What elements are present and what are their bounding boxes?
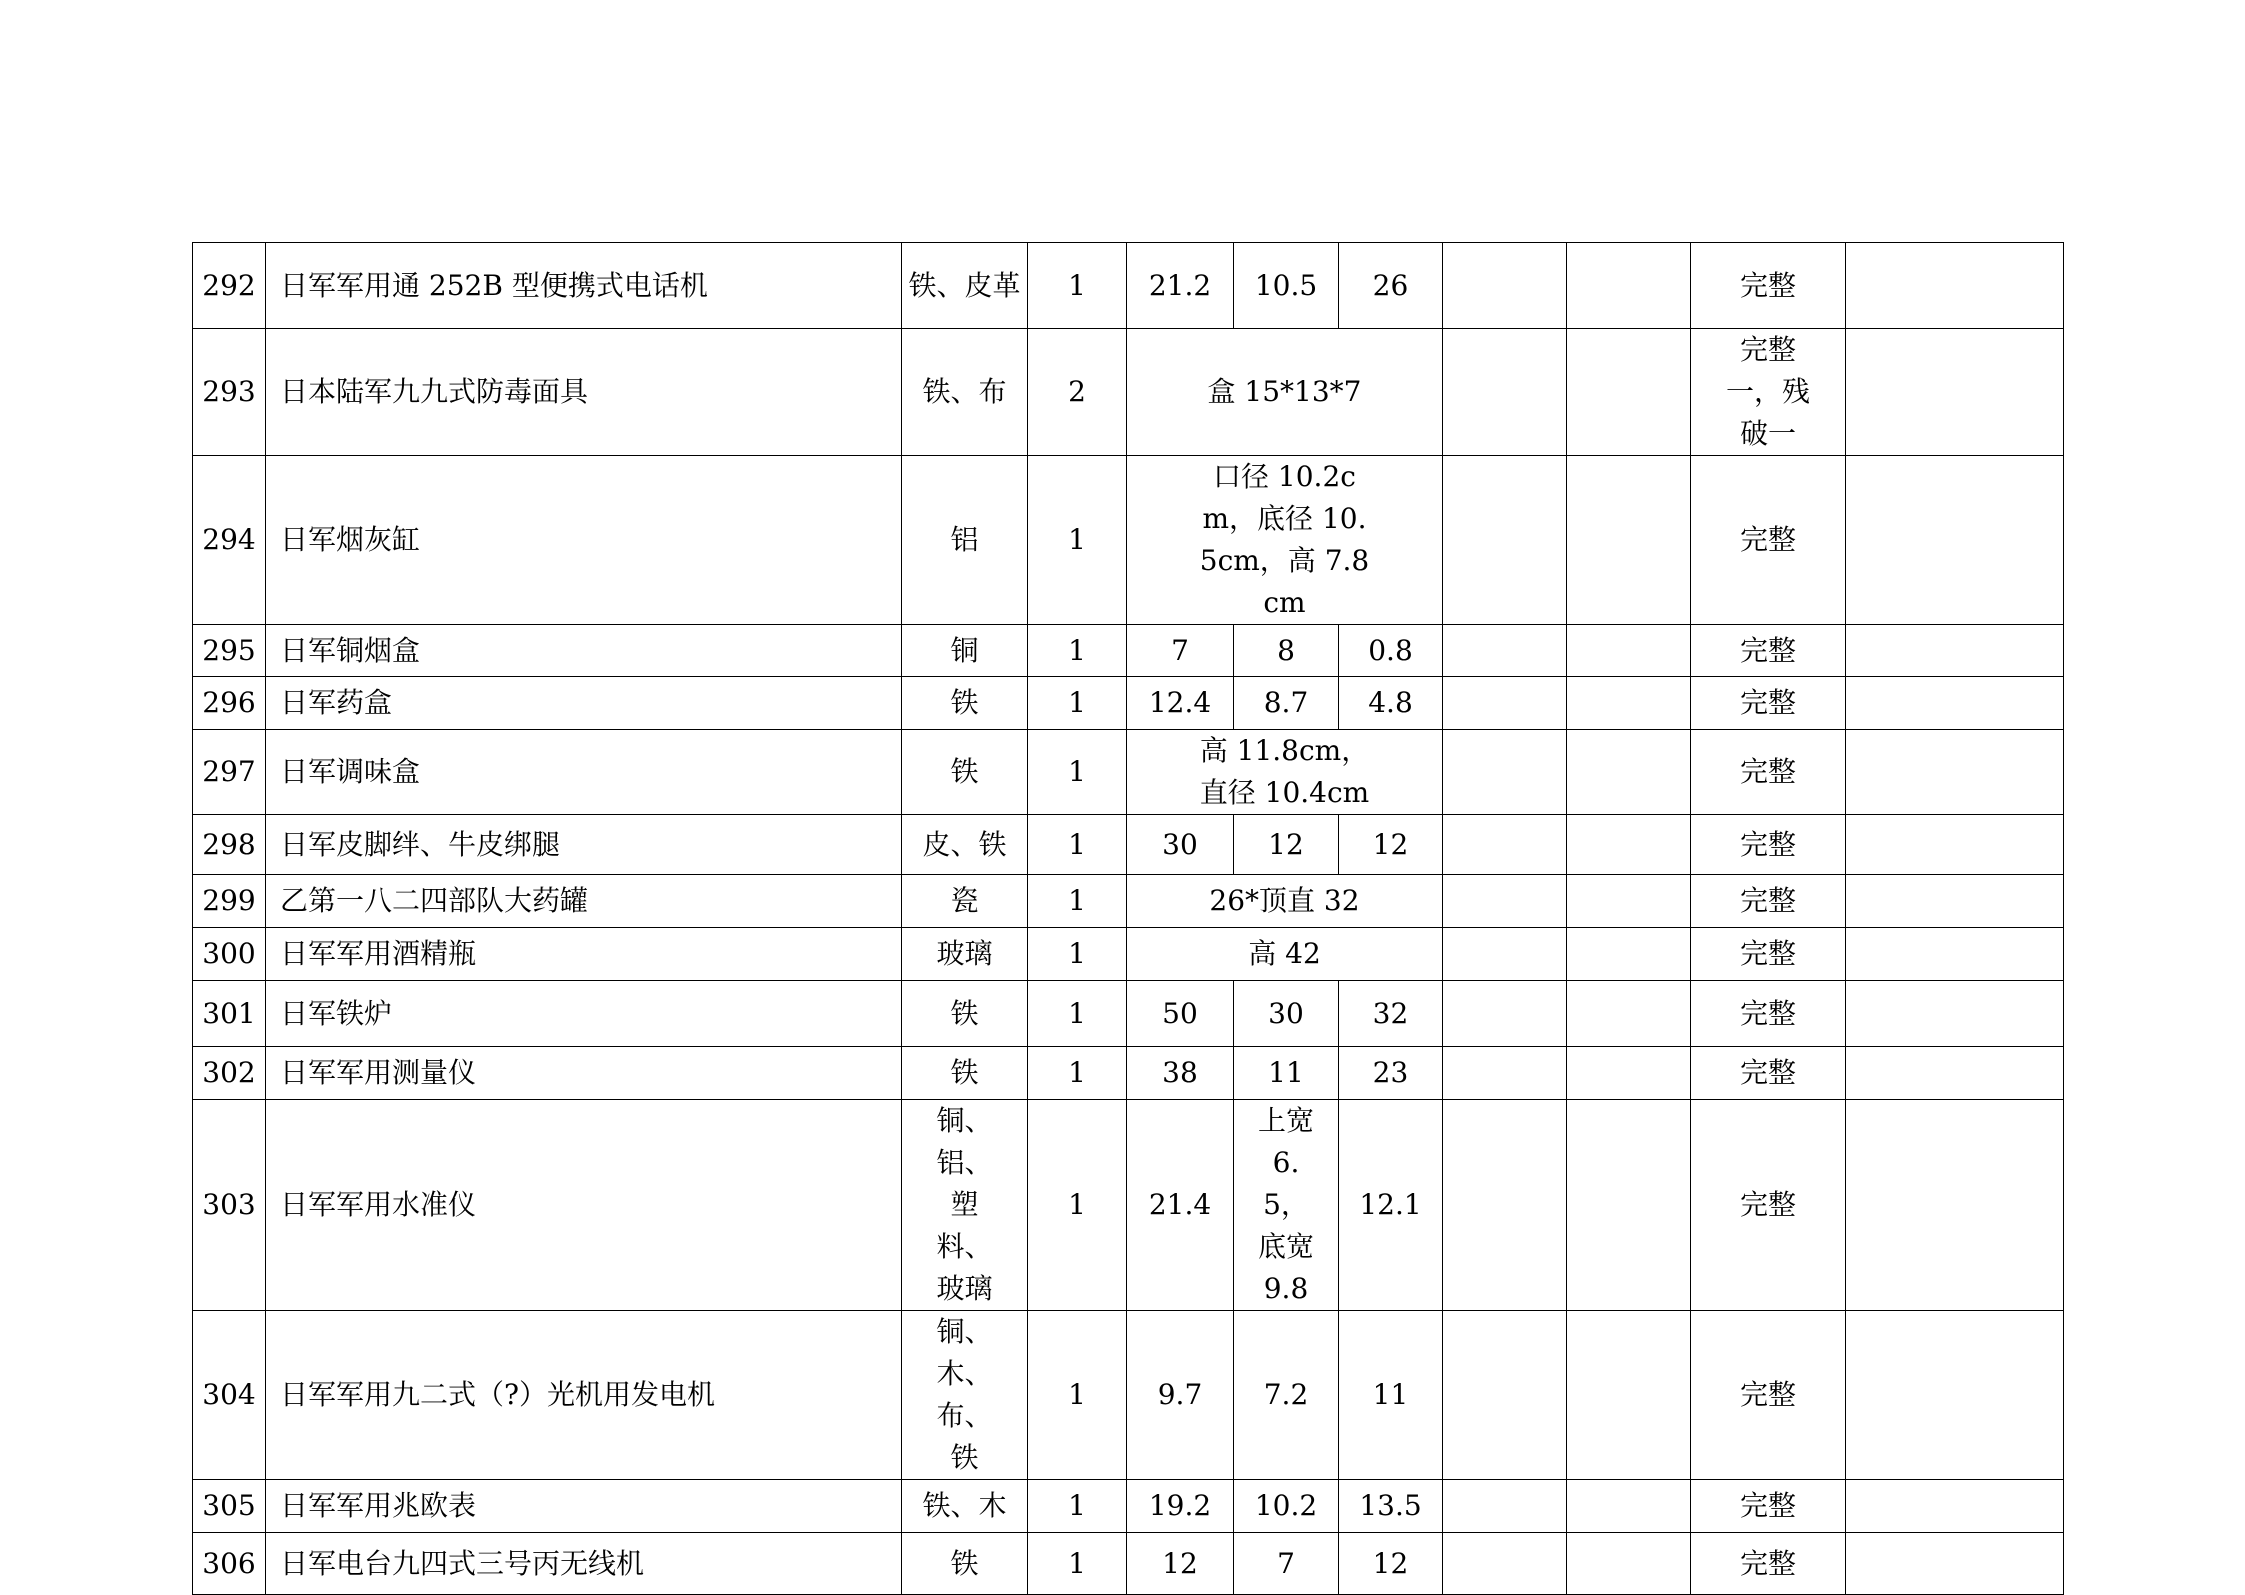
- remarks-cell: [1846, 1311, 2064, 1480]
- blank-cell-b: [1567, 1100, 1691, 1311]
- condition-cell: [1691, 243, 1846, 329]
- dimensions-cell: [1127, 928, 1443, 981]
- item-number-cell: [193, 928, 266, 981]
- remarks-cell: [1846, 329, 2064, 456]
- dimension-1-cell-text: 38: [1162, 1056, 1198, 1089]
- remarks-cell: [1846, 1480, 2064, 1533]
- blank-cell-b: [1567, 1311, 1691, 1480]
- item-number-cell: [193, 243, 266, 329]
- item-number-cell-text: 294: [202, 523, 256, 556]
- dimension-2-cell: [1234, 625, 1339, 677]
- item-name-cell: [266, 1480, 902, 1533]
- blank-cell-b: [1567, 730, 1691, 815]
- blank-cell-a: [1443, 625, 1567, 677]
- dimensions-cell-text: 高 42: [1248, 937, 1321, 970]
- table-row: [193, 875, 2064, 928]
- dimension-1-cell-text: 12: [1162, 1546, 1198, 1580]
- quantity-cell: [1028, 1100, 1127, 1311]
- condition-cell: [1691, 981, 1846, 1047]
- item-name-cell-text: 乙第一八二四部队大药罐: [280, 884, 589, 917]
- condition-cell-text: 完整: [1739, 755, 1796, 788]
- dimension-1-cell: [1127, 815, 1234, 875]
- item-number-cell: [193, 815, 266, 875]
- dimension-1-cell: [1127, 1047, 1234, 1100]
- item-number-cell-text: 298: [202, 827, 256, 861]
- item-name-cell: [266, 456, 902, 625]
- dimension-3-cell: [1339, 1311, 1443, 1480]
- material-cell-text: 铁: [950, 686, 979, 719]
- item-number-cell: [193, 981, 266, 1047]
- item-number-cell: [193, 1480, 266, 1533]
- blank-cell-b: [1567, 329, 1691, 456]
- condition-cell-text: 完整: [1739, 1489, 1796, 1522]
- condition-cell-text: 完整: [1739, 884, 1796, 917]
- item-name-cell: [266, 243, 902, 329]
- condition-cell: [1691, 677, 1846, 730]
- condition-cell-text: 完整: [1739, 1056, 1796, 1089]
- quantity-cell-text: 1: [1068, 268, 1086, 302]
- dimension-3-cell-text: 26: [1372, 268, 1409, 302]
- table-row: [193, 1311, 2064, 1480]
- table-row: [193, 1533, 2064, 1595]
- blank-cell-b: [1567, 1533, 1691, 1595]
- quantity-cell-text: 2: [1068, 375, 1086, 408]
- remarks-cell: [1846, 625, 2064, 677]
- item-number-cell: [193, 1311, 266, 1480]
- table-row: [193, 981, 2064, 1047]
- item-name-cell-text: 日本陆军九九式防毒面具: [280, 375, 589, 408]
- dimensions-cell: [1127, 875, 1443, 928]
- table-row: [193, 329, 2064, 456]
- quantity-cell: [1028, 875, 1127, 928]
- quantity-cell: [1028, 1047, 1127, 1100]
- condition-cell-text: 完整: [1739, 827, 1796, 861]
- condition-cell: [1691, 730, 1846, 815]
- dimension-1-cell: [1127, 1480, 1234, 1533]
- dimension-1-cell-text: 7: [1171, 633, 1189, 667]
- item-number-cell: [193, 730, 266, 815]
- dimension-2-cell-text: 11: [1268, 1056, 1304, 1089]
- blank-cell-a: [1443, 456, 1567, 625]
- blank-cell-b: [1567, 815, 1691, 875]
- material-cell: [902, 1311, 1028, 1480]
- quantity-cell: [1028, 981, 1127, 1047]
- blank-cell-b: [1567, 1480, 1691, 1533]
- dimension-1-cell: [1127, 981, 1234, 1047]
- material-cell: [902, 875, 1028, 928]
- material-cell-text: 铁: [950, 1056, 979, 1089]
- material-cell-text: 铜: [950, 633, 979, 667]
- remarks-cell: [1846, 730, 2064, 815]
- material-cell-text: 玻璃: [936, 937, 993, 970]
- item-number-cell-text: 292: [202, 268, 256, 302]
- remarks-cell: [1846, 456, 2064, 625]
- material-cell: [902, 815, 1028, 875]
- dimension-2-cell: [1234, 1311, 1339, 1480]
- item-number-cell: [193, 875, 266, 928]
- quantity-cell-text: 1: [1068, 1546, 1086, 1580]
- condition-cell: [1691, 1311, 1846, 1480]
- material-cell-text: 皮、铁: [922, 827, 1007, 861]
- item-number-cell-text: 300: [202, 937, 256, 970]
- dimension-1-cell-text: 9.7: [1157, 1378, 1203, 1411]
- condition-cell-text: 完整: [1739, 633, 1796, 667]
- item-number-cell: [193, 625, 266, 677]
- item-number-cell-text: 295: [202, 633, 256, 667]
- quantity-cell-text: 1: [1068, 755, 1086, 788]
- dimension-3-cell: [1339, 243, 1443, 329]
- dimension-3-cell: [1339, 815, 1443, 875]
- material-cell: [902, 730, 1028, 815]
- blank-cell-b: [1567, 677, 1691, 730]
- blank-cell-a: [1443, 1311, 1567, 1480]
- dimension-1-cell: [1127, 625, 1234, 677]
- quantity-cell-text: 1: [1068, 1378, 1086, 1411]
- quantity-cell-text: 1: [1068, 1056, 1086, 1089]
- item-name-cell: [266, 329, 902, 456]
- quantity-cell: [1028, 677, 1127, 730]
- item-name-cell-text: 日军军用兆欧表: [280, 1489, 477, 1522]
- dimension-1-cell-text: 30: [1162, 827, 1198, 861]
- blank-cell-a: [1443, 1533, 1567, 1595]
- condition-cell: [1691, 1047, 1846, 1100]
- material-cell: [902, 1047, 1028, 1100]
- item-name-cell: [266, 981, 902, 1047]
- remarks-cell: [1846, 815, 2064, 875]
- dimensions-cell: [1127, 456, 1443, 625]
- blank-cell-b: [1567, 981, 1691, 1047]
- dimension-3-cell: [1339, 1047, 1443, 1100]
- inventory-table-body: [193, 243, 2064, 1595]
- dimension-1-cell-text: 50: [1162, 996, 1198, 1030]
- dimensions-cell-text: 盒 15*13*7: [1207, 375, 1362, 408]
- remarks-cell: [1846, 928, 2064, 981]
- item-name-cell: [266, 875, 902, 928]
- dimension-3-cell: [1339, 981, 1443, 1047]
- item-name-cell: [266, 1100, 902, 1311]
- condition-cell-text: 完整: [1739, 686, 1796, 719]
- condition-cell: [1691, 625, 1846, 677]
- quantity-cell-text: 1: [1068, 1489, 1086, 1522]
- condition-cell-text: 完整: [1739, 937, 1796, 970]
- blank-cell-b: [1567, 928, 1691, 981]
- dimension-3-cell: [1339, 677, 1443, 730]
- quantity-cell: [1028, 730, 1127, 815]
- dimension-1-cell-text: 12.4: [1148, 686, 1212, 719]
- table-row: [193, 1047, 2064, 1100]
- table-row: [193, 815, 2064, 875]
- quantity-cell: [1028, 625, 1127, 677]
- blank-cell-a: [1443, 1100, 1567, 1311]
- table-row: [193, 1480, 2064, 1533]
- dimension-3-cell: [1339, 625, 1443, 677]
- condition-cell-text: 完整: [1739, 996, 1796, 1030]
- condition-cell-text: 完整: [1739, 268, 1796, 302]
- condition-cell: [1691, 875, 1846, 928]
- dimensions-cell: [1127, 329, 1443, 456]
- condition-cell: [1691, 1100, 1846, 1311]
- item-name-cell-text: 日军军用测量仪: [280, 1056, 477, 1089]
- quantity-cell-text: 1: [1068, 633, 1086, 667]
- condition-cell-text: 完整一，残破一: [1725, 333, 1810, 450]
- dimension-3-cell-text: 12: [1372, 827, 1409, 861]
- material-cell: [902, 329, 1028, 456]
- remarks-cell: [1846, 243, 2064, 329]
- condition-cell: [1691, 456, 1846, 625]
- item-number-cell-text: 305: [202, 1489, 256, 1522]
- blank-cell-a: [1443, 730, 1567, 815]
- dimensions-cell-text: 口径 10.2cm，底径 10.5cm，高 7.8cm: [1199, 460, 1370, 619]
- dimension-3-cell: [1339, 1533, 1443, 1595]
- quantity-cell: [1028, 1311, 1127, 1480]
- table-row: [193, 730, 2064, 815]
- table-row: [193, 243, 2064, 329]
- dimensions-cell-text: 26*顶直 32: [1209, 884, 1360, 917]
- dimension-1-cell: [1127, 243, 1234, 329]
- dimension-2-cell-text: 30: [1268, 996, 1304, 1030]
- inventory-table: [192, 242, 2064, 1595]
- dimension-3-cell-text: 13.5: [1359, 1489, 1422, 1522]
- dimension-2-cell: [1234, 1480, 1339, 1533]
- item-number-cell-text: 293: [202, 375, 256, 408]
- dimension-2-cell-text: 8.7: [1263, 686, 1309, 719]
- quantity-cell: [1028, 815, 1127, 875]
- material-cell-text: 铁、布: [922, 375, 1007, 408]
- dimension-2-cell: [1234, 815, 1339, 875]
- quantity-cell-text: 1: [1068, 996, 1086, 1030]
- material-cell-text: 铁: [950, 1546, 979, 1580]
- dimension-2-cell-text: 10.5: [1254, 268, 1318, 302]
- item-name-cell: [266, 730, 902, 815]
- blank-cell-a: [1443, 243, 1567, 329]
- condition-cell-text: 完整: [1739, 1378, 1796, 1411]
- item-name-cell: [266, 815, 902, 875]
- item-name-cell: [266, 677, 902, 730]
- item-number-cell-text: 299: [202, 884, 256, 917]
- item-name-cell-text: 日军烟灰缸: [280, 523, 421, 556]
- material-cell-text: 瓷: [950, 884, 979, 917]
- item-number-cell: [193, 1100, 266, 1311]
- condition-cell: [1691, 1533, 1846, 1595]
- item-name-cell-text: 日军军用九二式（?）光机用发电机: [280, 1378, 716, 1411]
- item-number-cell-text: 304: [202, 1378, 256, 1411]
- dimension-2-cell-text: 12: [1268, 827, 1304, 861]
- blank-cell-a: [1443, 1480, 1567, 1533]
- item-name-cell: [266, 1533, 902, 1595]
- material-cell-text: 铁: [950, 755, 979, 788]
- item-number-cell-text: 302: [202, 1056, 256, 1089]
- item-number-cell: [193, 1047, 266, 1100]
- item-number-cell: [193, 1533, 266, 1595]
- material-cell: [902, 243, 1028, 329]
- dimension-3-cell-text: 12: [1372, 1546, 1409, 1580]
- dimension-2-cell: [1234, 1047, 1339, 1100]
- blank-cell-a: [1443, 815, 1567, 875]
- blank-cell-b: [1567, 875, 1691, 928]
- remarks-cell: [1846, 1100, 2064, 1311]
- dimension-2-cell-text: 上宽 6.5，底宽 9.8: [1257, 1104, 1314, 1305]
- material-cell: [902, 625, 1028, 677]
- item-number-cell-text: 296: [202, 686, 256, 719]
- dimension-1-cell-text: 19.2: [1148, 1489, 1212, 1522]
- quantity-cell-text: 1: [1068, 884, 1086, 917]
- dimension-2-cell: [1234, 243, 1339, 329]
- dimension-2-cell: [1234, 677, 1339, 730]
- material-cell-text: 铝: [950, 523, 979, 556]
- item-name-cell-text: 日军皮脚绊、牛皮绑腿: [280, 827, 561, 861]
- remarks-cell: [1846, 1533, 2064, 1595]
- quantity-cell-text: 1: [1068, 937, 1086, 970]
- quantity-cell: [1028, 329, 1127, 456]
- condition-cell-text: 完整: [1739, 1188, 1796, 1221]
- condition-cell: [1691, 815, 1846, 875]
- item-name-cell-text: 日军铜烟盒: [280, 633, 421, 667]
- dimensions-cell: [1127, 730, 1443, 815]
- quantity-cell: [1028, 456, 1127, 625]
- quantity-cell-text: 1: [1068, 523, 1086, 556]
- item-name-cell-text: 日军调味盒: [280, 755, 421, 788]
- material-cell: [902, 1480, 1028, 1533]
- blank-cell-a: [1443, 329, 1567, 456]
- quantity-cell: [1028, 243, 1127, 329]
- material-cell-text: 铁、木: [922, 1489, 1007, 1522]
- dimension-3-cell: [1339, 1100, 1443, 1311]
- dimension-1-cell: [1127, 1533, 1234, 1595]
- dimension-1-cell: [1127, 677, 1234, 730]
- material-cell: [902, 456, 1028, 625]
- remarks-cell: [1846, 1047, 2064, 1100]
- dimension-2-cell-text: 10.2: [1254, 1489, 1318, 1522]
- item-number-cell-text: 306: [202, 1546, 256, 1580]
- dimension-1-cell-text: 21.4: [1148, 1188, 1212, 1221]
- material-cell: [902, 1100, 1028, 1311]
- dimension-3-cell-text: 12.1: [1359, 1188, 1422, 1221]
- material-cell: [902, 677, 1028, 730]
- item-name-cell-text: 日军电台九四式三号丙无线机: [280, 1546, 645, 1580]
- condition-cell: [1691, 928, 1846, 981]
- material-cell-text: 铁: [950, 996, 979, 1030]
- item-number-cell-text: 301: [202, 996, 256, 1030]
- blank-cell-a: [1443, 928, 1567, 981]
- blank-cell-a: [1443, 875, 1567, 928]
- quantity-cell: [1028, 928, 1127, 981]
- blank-cell-b: [1567, 625, 1691, 677]
- material-cell: [902, 981, 1028, 1047]
- item-name-cell: [266, 625, 902, 677]
- condition-cell-text: 完整: [1739, 1546, 1796, 1580]
- item-name-cell-text: 日军军用水准仪: [280, 1188, 477, 1221]
- blank-cell-a: [1443, 981, 1567, 1047]
- dimension-3-cell-text: 11: [1372, 1378, 1409, 1411]
- quantity-cell: [1028, 1480, 1127, 1533]
- condition-cell: [1691, 329, 1846, 456]
- table-row: [193, 928, 2064, 981]
- dimension-1-cell: [1127, 1100, 1234, 1311]
- dimension-3-cell-text: 32: [1372, 996, 1409, 1030]
- table-row: [193, 625, 2064, 677]
- quantity-cell-text: 1: [1068, 1188, 1086, 1221]
- dimension-2-cell-text: 8: [1277, 633, 1295, 667]
- dimension-3-cell-text: 23: [1372, 1056, 1409, 1089]
- item-number-cell: [193, 456, 266, 625]
- dimensions-cell-text: 高 11.8cm，直径 10.4cm: [1199, 734, 1370, 809]
- dimension-1-cell: [1127, 1311, 1234, 1480]
- remarks-cell: [1846, 981, 2064, 1047]
- material-cell-text: 铜、木、布、铁: [936, 1315, 993, 1474]
- item-number-cell: [193, 677, 266, 730]
- dimension-3-cell-text: 4.8: [1368, 686, 1413, 719]
- material-cell: [902, 1533, 1028, 1595]
- item-name-cell-text: 日军铁炉: [280, 996, 393, 1030]
- blank-cell-b: [1567, 1047, 1691, 1100]
- dimension-1-cell-text: 21.2: [1148, 268, 1212, 302]
- material-cell: [902, 928, 1028, 981]
- remarks-cell: [1846, 875, 2064, 928]
- item-number-cell-text: 303: [202, 1188, 256, 1221]
- dimension-2-cell: [1234, 1100, 1339, 1311]
- dimension-2-cell: [1234, 981, 1339, 1047]
- table-row: [193, 456, 2064, 625]
- item-name-cell-text: 日军军用通 252B 型便携式电话机: [280, 268, 708, 302]
- remarks-cell: [1846, 677, 2064, 730]
- condition-cell-text: 完整: [1739, 523, 1796, 556]
- item-number-cell: [193, 329, 266, 456]
- item-number-cell-text: 297: [202, 755, 256, 788]
- quantity-cell-text: 1: [1068, 686, 1086, 719]
- quantity-cell: [1028, 1533, 1127, 1595]
- dimension-3-cell: [1339, 1480, 1443, 1533]
- dimension-2-cell-text: 7.2: [1263, 1378, 1309, 1411]
- table-row: [193, 1100, 2064, 1311]
- blank-cell-a: [1443, 677, 1567, 730]
- dimension-3-cell-text: 0.8: [1368, 633, 1413, 667]
- dimension-2-cell: [1234, 1533, 1339, 1595]
- blank-cell-b: [1567, 456, 1691, 625]
- quantity-cell-text: 1: [1068, 827, 1086, 861]
- material-cell-text: 铁、皮革: [908, 268, 1021, 302]
- blank-cell-a: [1443, 1047, 1567, 1100]
- item-name-cell: [266, 928, 902, 981]
- material-cell-text: 铜、铝、塑料、玻璃: [936, 1104, 993, 1305]
- table-row: [193, 677, 2064, 730]
- item-name-cell: [266, 1311, 902, 1480]
- blank-cell-b: [1567, 243, 1691, 329]
- item-name-cell-text: 日军军用酒精瓶: [280, 937, 477, 970]
- condition-cell: [1691, 1480, 1846, 1533]
- item-name-cell-text: 日军药盒: [280, 686, 393, 719]
- item-name-cell: [266, 1047, 902, 1100]
- dimension-2-cell-text: 7: [1277, 1546, 1295, 1580]
